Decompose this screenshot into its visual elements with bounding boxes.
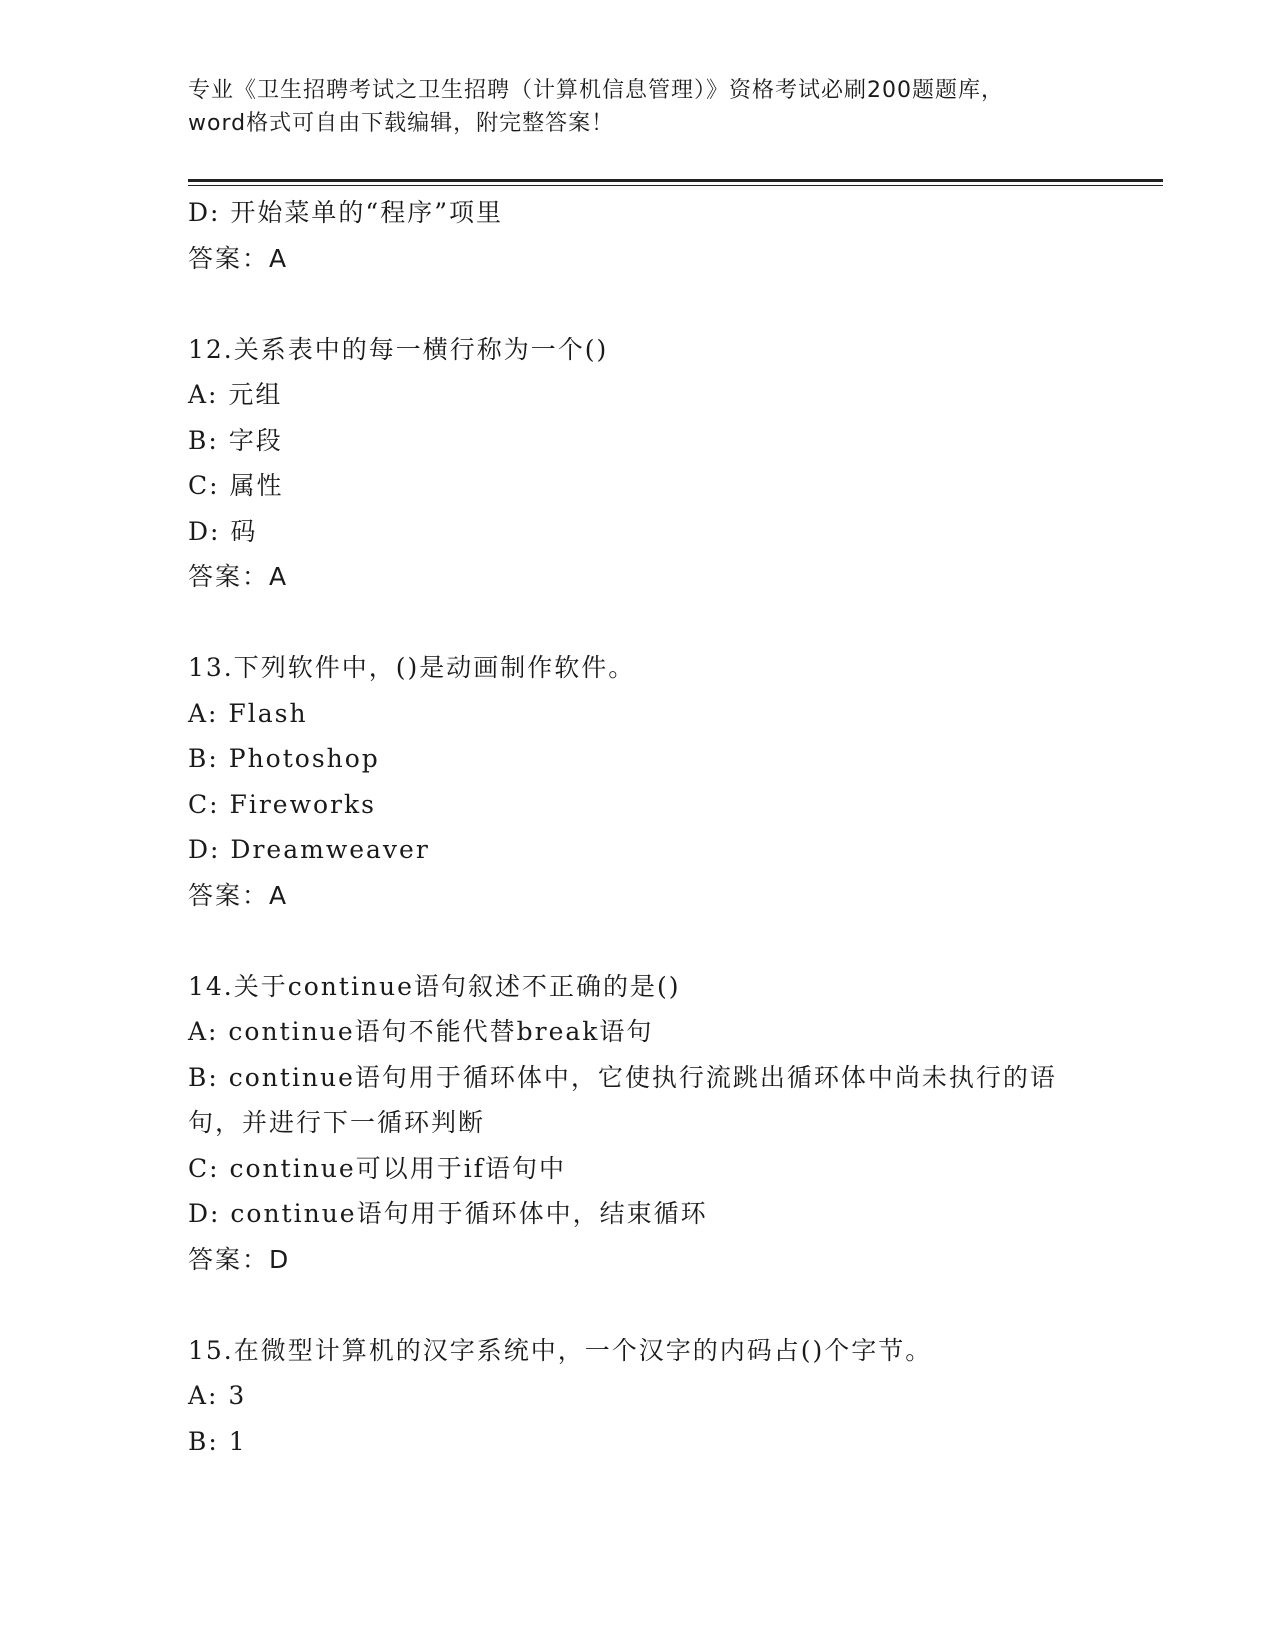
question-stem: 12.关系表中的每一横行称为一个()	[188, 334, 609, 364]
header-rule-thick	[188, 179, 1163, 182]
question-stem: 13.下列软件中，()是动画制作软件。	[188, 653, 636, 682]
spacer	[188, 281, 1128, 327]
question-list	[188, 190, 1128, 1464]
option-b: B: 1	[188, 1426, 247, 1456]
question-stem: 15.在微型计算机的汉字系统中，一个汉字的内码占()个字节。	[188, 1335, 933, 1365]
question-stem: 14.关于continue语句叙述不正确的是()	[188, 971, 681, 1001]
option-a: A: 元组	[188, 380, 283, 409]
header-line-2: word格式可自由下载编辑，附完整答案！	[188, 111, 615, 136]
option-b: B: continue语句用于循环体中，它使执行流跳出循环体中尚未执行的语句，并进行下一循环判断	[188, 1062, 1057, 1137]
option-a: A: 3	[188, 1381, 247, 1410]
prev-option-d: D: 开始菜单的“程序”项里	[188, 198, 503, 227]
option-d: D: 码	[188, 516, 258, 546]
header-rule-thin	[188, 185, 1163, 186]
question-12	[188, 327, 1128, 600]
option-c: C: 属性	[188, 471, 284, 500]
option-b: B: 字段	[188, 425, 283, 455]
spacer	[188, 918, 1128, 964]
option-b: B: Photoshop	[188, 744, 380, 773]
question-14	[188, 964, 1128, 1283]
option-d: D: continue语句用于循环体中，结束循环	[188, 1199, 708, 1228]
prev-answer: 答案：A	[188, 243, 289, 273]
option-a: A: continue语句不能代替break语句	[188, 1017, 654, 1046]
spacer	[188, 600, 1128, 646]
answer: 答案：A	[188, 562, 289, 591]
option-c: C: Fireworks	[188, 789, 376, 819]
question-13	[188, 645, 1128, 918]
option-d: D: Dreamweaver	[188, 835, 430, 864]
question-15	[188, 1328, 1128, 1465]
option-a: A: Flash	[188, 698, 308, 728]
document-header	[188, 74, 1088, 140]
header-line-1: 专业《卫生招聘考试之卫生招聘（计算机信息管理）》资格考试必刷200题题库，	[188, 78, 1004, 103]
spacer	[188, 1282, 1128, 1328]
answer: 答案：A	[188, 880, 289, 910]
answer: 答案：D	[188, 1244, 291, 1274]
option-c: C: continue可以用于if语句中	[188, 1153, 566, 1183]
